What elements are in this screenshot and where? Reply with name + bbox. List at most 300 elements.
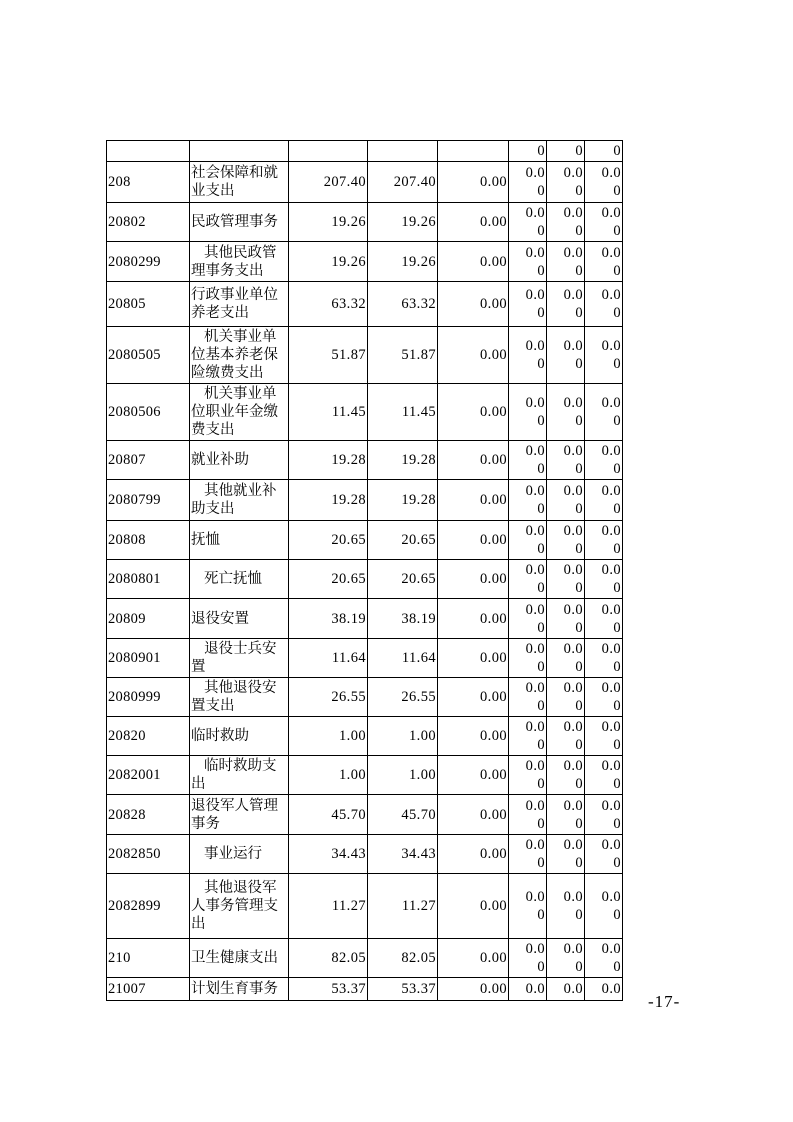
amount-cell: 63.32 [289, 282, 368, 327]
zero-amount-cell [585, 835, 623, 874]
zero-amount-line: 0.0 [563, 837, 583, 853]
zero-amount-line: 0.0 [563, 562, 583, 578]
zero-amount-line: 0.0 [525, 205, 545, 221]
zero-amount-line: 0 [613, 580, 621, 596]
amount-cell: 11.45 [368, 384, 438, 441]
amount-cell: 1.00 [368, 756, 438, 795]
zero-amount-cell [509, 282, 547, 327]
zero-amount-line: 0 [613, 262, 621, 279]
zero-amount-line: 0 [613, 737, 621, 753]
zero-amount-cell [509, 521, 547, 560]
name-cell: 其他退役军人事务管理支出 [190, 874, 289, 939]
zero-amount-line: 0.0 [563, 287, 583, 303]
zero-amount-cell [547, 480, 585, 521]
zero-amount-line: 0.0 [525, 165, 545, 181]
zero-amount-line: 0 [613, 659, 621, 675]
zero-amount-cell [585, 717, 623, 756]
amount-cell: 34.43 [368, 835, 438, 874]
zero-amount-line: 0.0 [525, 287, 545, 303]
zero-amount-line: 0.0 [601, 680, 621, 696]
zero-amount-line: 0 [575, 541, 583, 557]
amount-cell: 53.37 [289, 978, 368, 1001]
zero-amount-line: 0 [537, 959, 545, 975]
zero-amount-line: 0.0 [563, 483, 583, 499]
name-cell: 临时救助支出 [190, 756, 289, 795]
zero-amount-line: 0 [537, 461, 545, 477]
page-number: -17- [648, 992, 681, 1011]
zero-amount-line: 0.0 [525, 641, 545, 657]
zero-amount-line: 0.0 [601, 395, 621, 411]
zero-amount-cell [509, 835, 547, 874]
zero-amount-cell [547, 282, 585, 327]
zero-amount-line: 0 [537, 541, 545, 557]
table-row-continuation [107, 141, 623, 162]
amount-cell: 0.00 [438, 874, 509, 939]
zero-amount-line: 0.0 [601, 719, 621, 735]
amount-cell: 26.55 [368, 678, 438, 717]
zero-amount-cell [509, 480, 547, 521]
zero-amount-cell [547, 639, 585, 678]
table-row [107, 717, 623, 756]
budget-table-body [107, 141, 623, 1001]
table-row [107, 835, 623, 874]
zero-amount-line: 0 [575, 183, 583, 199]
amount-cell: 19.28 [289, 441, 368, 480]
zero-amount-line: 0 [537, 619, 545, 636]
zero-amount-cell [547, 835, 585, 874]
amount-cell: 19.28 [368, 441, 438, 480]
zero-amount-line: 0 [537, 223, 545, 239]
zero-amount-cell [585, 203, 623, 242]
amount-cell: 20.65 [368, 560, 438, 599]
zero-amount-line: 0.0 [601, 523, 621, 539]
zero-amount-cell [547, 141, 585, 162]
amount-cell [289, 141, 368, 162]
zero-amount-line: 0.0 [563, 523, 583, 539]
table-row [107, 162, 623, 203]
name-cell: 行政事业单位养老支出 [190, 282, 289, 327]
amount-cell: 11.45 [289, 384, 368, 441]
table-row [107, 480, 623, 521]
zero-amount-line: 0.0 [601, 562, 621, 578]
zero-amount-line: 0 [613, 143, 621, 159]
zero-amount-cell [585, 141, 623, 162]
zero-amount-line: 0 [575, 305, 583, 321]
zero-amount-line: 0 [537, 815, 545, 832]
zero-amount-line: 0.0 [601, 244, 621, 261]
amount-cell: 0.00 [438, 560, 509, 599]
zero-amount-cell [509, 678, 547, 717]
name-cell: 抚恤 [190, 521, 289, 560]
code-cell: 21007 [107, 978, 190, 1001]
code-cell: 20809 [107, 599, 190, 639]
amount-cell [368, 141, 438, 162]
zero-amount-line: 0 [537, 776, 545, 792]
zero-amount-line: 0 [613, 183, 621, 199]
code-cell: 2080901 [107, 639, 190, 678]
zero-amount-cell [509, 441, 547, 480]
zero-amount-line: 0.0 [525, 797, 545, 814]
zero-amount-cell [585, 441, 623, 480]
code-cell: 20828 [107, 795, 190, 835]
name-cell: 退役安置 [190, 599, 289, 639]
zero-amount-cell [547, 978, 585, 1001]
zero-amount-line: 0.0 [525, 523, 545, 539]
zero-amount-line: 0.0 [525, 395, 545, 411]
zero-amount-cell [509, 978, 547, 1001]
table-row [107, 203, 623, 242]
zero-amount-line: 0 [575, 737, 583, 753]
zero-amount-line: 0.0 [601, 287, 621, 303]
zero-amount-cell [547, 795, 585, 835]
zero-amount-cell [585, 327, 623, 384]
zero-amount-line: 0 [613, 501, 621, 517]
zero-amount-cell [509, 717, 547, 756]
zero-amount-line: 0.0 [601, 981, 621, 997]
zero-amount-line: 0.0 [525, 837, 545, 853]
zero-amount-line: 0.0 [563, 244, 583, 261]
zero-amount-line: 0.0 [525, 443, 545, 459]
amount-cell: 0.00 [438, 756, 509, 795]
zero-amount-line: 0 [575, 262, 583, 279]
code-cell: 2080505 [107, 327, 190, 384]
code-cell: 2080999 [107, 678, 190, 717]
amount-cell: 0.00 [438, 242, 509, 282]
zero-amount-line: 0 [613, 413, 621, 429]
table-row [107, 639, 623, 678]
zero-amount-cell [509, 203, 547, 242]
amount-cell: 26.55 [289, 678, 368, 717]
zero-amount-cell [509, 639, 547, 678]
code-cell: 210 [107, 939, 190, 978]
amount-cell: 19.26 [368, 203, 438, 242]
zero-amount-line: 0.0 [525, 680, 545, 696]
zero-amount-line: 0.0 [525, 981, 545, 997]
code-cell: 2080801 [107, 560, 190, 599]
zero-amount-line: 0 [613, 223, 621, 239]
amount-cell: 38.19 [289, 599, 368, 639]
code-cell: 2082001 [107, 756, 190, 795]
amount-cell: 11.27 [289, 874, 368, 939]
amount-cell: 0.00 [438, 203, 509, 242]
zero-amount-line: 0.0 [525, 758, 545, 774]
zero-amount-line: 0 [613, 855, 621, 871]
name-cell: 社会保障和就业支出 [190, 162, 289, 203]
zero-amount-line: 0.0 [601, 797, 621, 814]
amount-cell: 51.87 [368, 327, 438, 384]
zero-amount-line: 0 [613, 305, 621, 321]
zero-amount-line: 0 [613, 959, 621, 975]
code-cell: 2082850 [107, 835, 190, 874]
amount-cell: 0.00 [438, 480, 509, 521]
code-cell: 2082899 [107, 874, 190, 939]
zero-amount-cell [547, 384, 585, 441]
name-cell: 机关事业单位基本养老保险缴费支出 [190, 327, 289, 384]
zero-amount-cell [585, 978, 623, 1001]
zero-amount-cell [585, 384, 623, 441]
table-row [107, 978, 623, 1001]
zero-amount-line: 0 [613, 907, 621, 923]
amount-cell: 82.05 [289, 939, 368, 978]
table-row [107, 560, 623, 599]
table-row [107, 599, 623, 639]
budget-table [106, 140, 623, 1001]
zero-amount-line: 0.0 [601, 443, 621, 459]
zero-amount-cell [547, 521, 585, 560]
table-row [107, 282, 623, 327]
amount-cell: 19.26 [368, 242, 438, 282]
zero-amount-cell [547, 756, 585, 795]
amount-cell: 19.26 [289, 242, 368, 282]
name-cell: 民政管理事务 [190, 203, 289, 242]
zero-amount-line: 0 [537, 143, 545, 159]
zero-amount-line: 0 [537, 659, 545, 675]
zero-amount-cell [585, 639, 623, 678]
zero-amount-line: 0.0 [525, 244, 545, 261]
zero-amount-cell [547, 599, 585, 639]
zero-amount-line: 0.0 [563, 338, 583, 354]
name-cell: 机关事业单位职业年金缴费支出 [190, 384, 289, 441]
table-row [107, 242, 623, 282]
code-cell: 20820 [107, 717, 190, 756]
zero-amount-line: 0.0 [563, 601, 583, 618]
zero-amount-line: 0.0 [563, 981, 583, 997]
amount-cell: 0.00 [438, 521, 509, 560]
amount-cell: 0.00 [438, 939, 509, 978]
zero-amount-cell [547, 242, 585, 282]
zero-amount-line: 0.0 [563, 941, 583, 957]
zero-amount-cell [509, 384, 547, 441]
zero-amount-cell [547, 678, 585, 717]
zero-amount-line: 0 [613, 698, 621, 714]
zero-amount-cell [547, 560, 585, 599]
code-cell: 20807 [107, 441, 190, 480]
zero-amount-line: 0 [575, 461, 583, 477]
zero-amount-line: 0 [575, 776, 583, 792]
zero-amount-line: 0 [537, 737, 545, 753]
amount-cell: 0.00 [438, 327, 509, 384]
zero-amount-cell [585, 282, 623, 327]
zero-amount-cell [509, 560, 547, 599]
table-row [107, 756, 623, 795]
table-row [107, 678, 623, 717]
zero-amount-line: 0.0 [563, 641, 583, 657]
zero-amount-cell [547, 327, 585, 384]
zero-amount-cell [509, 939, 547, 978]
amount-cell: 0.00 [438, 639, 509, 678]
zero-amount-line: 0.0 [601, 941, 621, 957]
name-cell: 其他民政管理事务支出 [190, 242, 289, 282]
zero-amount-line: 0.0 [601, 889, 621, 905]
zero-amount-line: 0 [537, 698, 545, 714]
zero-amount-line: 0 [537, 356, 545, 372]
amount-cell: 1.00 [289, 717, 368, 756]
zero-amount-line: 0.0 [563, 680, 583, 696]
code-cell: 2080299 [107, 242, 190, 282]
zero-amount-cell [509, 242, 547, 282]
code-cell: 2080799 [107, 480, 190, 521]
zero-amount-line: 0.0 [601, 165, 621, 181]
zero-amount-line: 0 [613, 541, 621, 557]
table-row [107, 521, 623, 560]
zero-amount-line: 0 [575, 223, 583, 239]
amount-cell: 0.00 [438, 795, 509, 835]
zero-amount-cell [509, 874, 547, 939]
name-cell: 临时救助 [190, 717, 289, 756]
amount-cell: 82.05 [368, 939, 438, 978]
amount-cell: 11.27 [368, 874, 438, 939]
zero-amount-line: 0 [575, 356, 583, 372]
zero-amount-cell [585, 480, 623, 521]
amount-cell: 0.00 [438, 835, 509, 874]
zero-amount-line: 0 [537, 855, 545, 871]
name-cell: 其他就业补助支出 [190, 480, 289, 521]
zero-amount-line: 0 [575, 580, 583, 596]
zero-amount-line: 0 [613, 815, 621, 832]
amount-cell: 45.70 [289, 795, 368, 835]
amount-cell: 38.19 [368, 599, 438, 639]
amount-cell: 0.00 [438, 978, 509, 1001]
name-cell: 事业运行 [190, 835, 289, 874]
code-cell: 20808 [107, 521, 190, 560]
zero-amount-cell [509, 162, 547, 203]
table-row [107, 441, 623, 480]
zero-amount-line: 0.0 [601, 338, 621, 354]
code-cell: 208 [107, 162, 190, 203]
amount-cell: 19.28 [289, 480, 368, 521]
zero-amount-line: 0.0 [525, 562, 545, 578]
amount-cell: 63.32 [368, 282, 438, 327]
zero-amount-cell [547, 203, 585, 242]
amount-cell: 1.00 [289, 756, 368, 795]
zero-amount-line: 0 [575, 619, 583, 636]
zero-amount-line: 0.0 [525, 719, 545, 735]
zero-amount-line: 0.0 [601, 837, 621, 853]
name-cell: 死亡抚恤 [190, 560, 289, 599]
zero-amount-cell [585, 756, 623, 795]
zero-amount-line: 0 [537, 183, 545, 199]
name-cell: 其他退役安置支出 [190, 678, 289, 717]
zero-amount-line: 0 [613, 776, 621, 792]
amount-cell: 20.65 [368, 521, 438, 560]
zero-amount-line: 0.0 [563, 395, 583, 411]
amount-cell: 45.70 [368, 795, 438, 835]
amount-cell: 0.00 [438, 599, 509, 639]
zero-amount-line: 0.0 [563, 889, 583, 905]
name-cell: 卫生健康支出 [190, 939, 289, 978]
amount-cell: 0.00 [438, 717, 509, 756]
amount-cell: 0.00 [438, 282, 509, 327]
zero-amount-line: 0 [575, 815, 583, 832]
name-cell: 就业补助 [190, 441, 289, 480]
zero-amount-line: 0.0 [563, 205, 583, 221]
zero-amount-line: 0 [575, 698, 583, 714]
zero-amount-line: 0.0 [563, 797, 583, 814]
table-row [107, 939, 623, 978]
table-row [107, 874, 623, 939]
zero-amount-line: 0 [575, 959, 583, 975]
zero-amount-cell [585, 939, 623, 978]
amount-cell: 207.40 [289, 162, 368, 203]
zero-amount-cell [547, 441, 585, 480]
zero-amount-cell [509, 599, 547, 639]
zero-amount-line: 0.0 [601, 205, 621, 221]
zero-amount-cell [585, 599, 623, 639]
zero-amount-line: 0 [613, 619, 621, 636]
amount-cell: 19.28 [368, 480, 438, 521]
zero-amount-cell [509, 141, 547, 162]
zero-amount-line: 0.0 [525, 941, 545, 957]
name-cell [190, 141, 289, 162]
amount-cell: 1.00 [368, 717, 438, 756]
zero-amount-line: 0.0 [525, 338, 545, 354]
zero-amount-line: 0 [537, 413, 545, 429]
zero-amount-cell [509, 756, 547, 795]
zero-amount-line: 0 [613, 461, 621, 477]
zero-amount-line: 0.0 [525, 483, 545, 499]
table-row [107, 384, 623, 441]
zero-amount-line: 0.0 [601, 483, 621, 499]
code-cell [107, 141, 190, 162]
zero-amount-line: 0 [575, 143, 583, 159]
zero-amount-cell [509, 795, 547, 835]
zero-amount-line: 0 [575, 413, 583, 429]
zero-amount-line: 0.0 [601, 601, 621, 618]
amount-cell: 0.00 [438, 384, 509, 441]
zero-amount-cell [547, 717, 585, 756]
zero-amount-line: 0 [537, 580, 545, 596]
zero-amount-line: 0 [537, 501, 545, 517]
amount-cell: 34.43 [289, 835, 368, 874]
zero-amount-line: 0 [537, 305, 545, 321]
zero-amount-cell [585, 795, 623, 835]
zero-amount-line: 0 [575, 855, 583, 871]
amount-cell: 20.65 [289, 521, 368, 560]
amount-cell: 11.64 [368, 639, 438, 678]
amount-cell: 0.00 [438, 441, 509, 480]
code-cell: 20805 [107, 282, 190, 327]
name-cell: 计划生育事务 [190, 978, 289, 1001]
amount-cell [438, 141, 509, 162]
code-cell: 20802 [107, 203, 190, 242]
name-cell: 退役士兵安置 [190, 639, 289, 678]
code-cell: 2080506 [107, 384, 190, 441]
zero-amount-line: 0.0 [563, 165, 583, 181]
zero-amount-line: 0.0 [525, 889, 545, 905]
name-cell: 退役军人管理事务 [190, 795, 289, 835]
zero-amount-line: 0.0 [525, 601, 545, 618]
amount-cell: 11.64 [289, 639, 368, 678]
zero-amount-cell [585, 162, 623, 203]
zero-amount-line: 0 [613, 356, 621, 372]
zero-amount-line: 0.0 [601, 641, 621, 657]
amount-cell: 51.87 [289, 327, 368, 384]
amount-cell: 0.00 [438, 162, 509, 203]
amount-cell: 0.00 [438, 678, 509, 717]
amount-cell: 20.65 [289, 560, 368, 599]
zero-amount-cell [547, 162, 585, 203]
table-row [107, 795, 623, 835]
zero-amount-line: 0.0 [563, 758, 583, 774]
zero-amount-cell [547, 874, 585, 939]
amount-cell: 53.37 [368, 978, 438, 1001]
zero-amount-line: 0 [575, 501, 583, 517]
zero-amount-line: 0.0 [563, 719, 583, 735]
zero-amount-cell [585, 521, 623, 560]
amount-cell: 207.40 [368, 162, 438, 203]
zero-amount-line: 0 [575, 659, 583, 675]
zero-amount-cell [547, 939, 585, 978]
